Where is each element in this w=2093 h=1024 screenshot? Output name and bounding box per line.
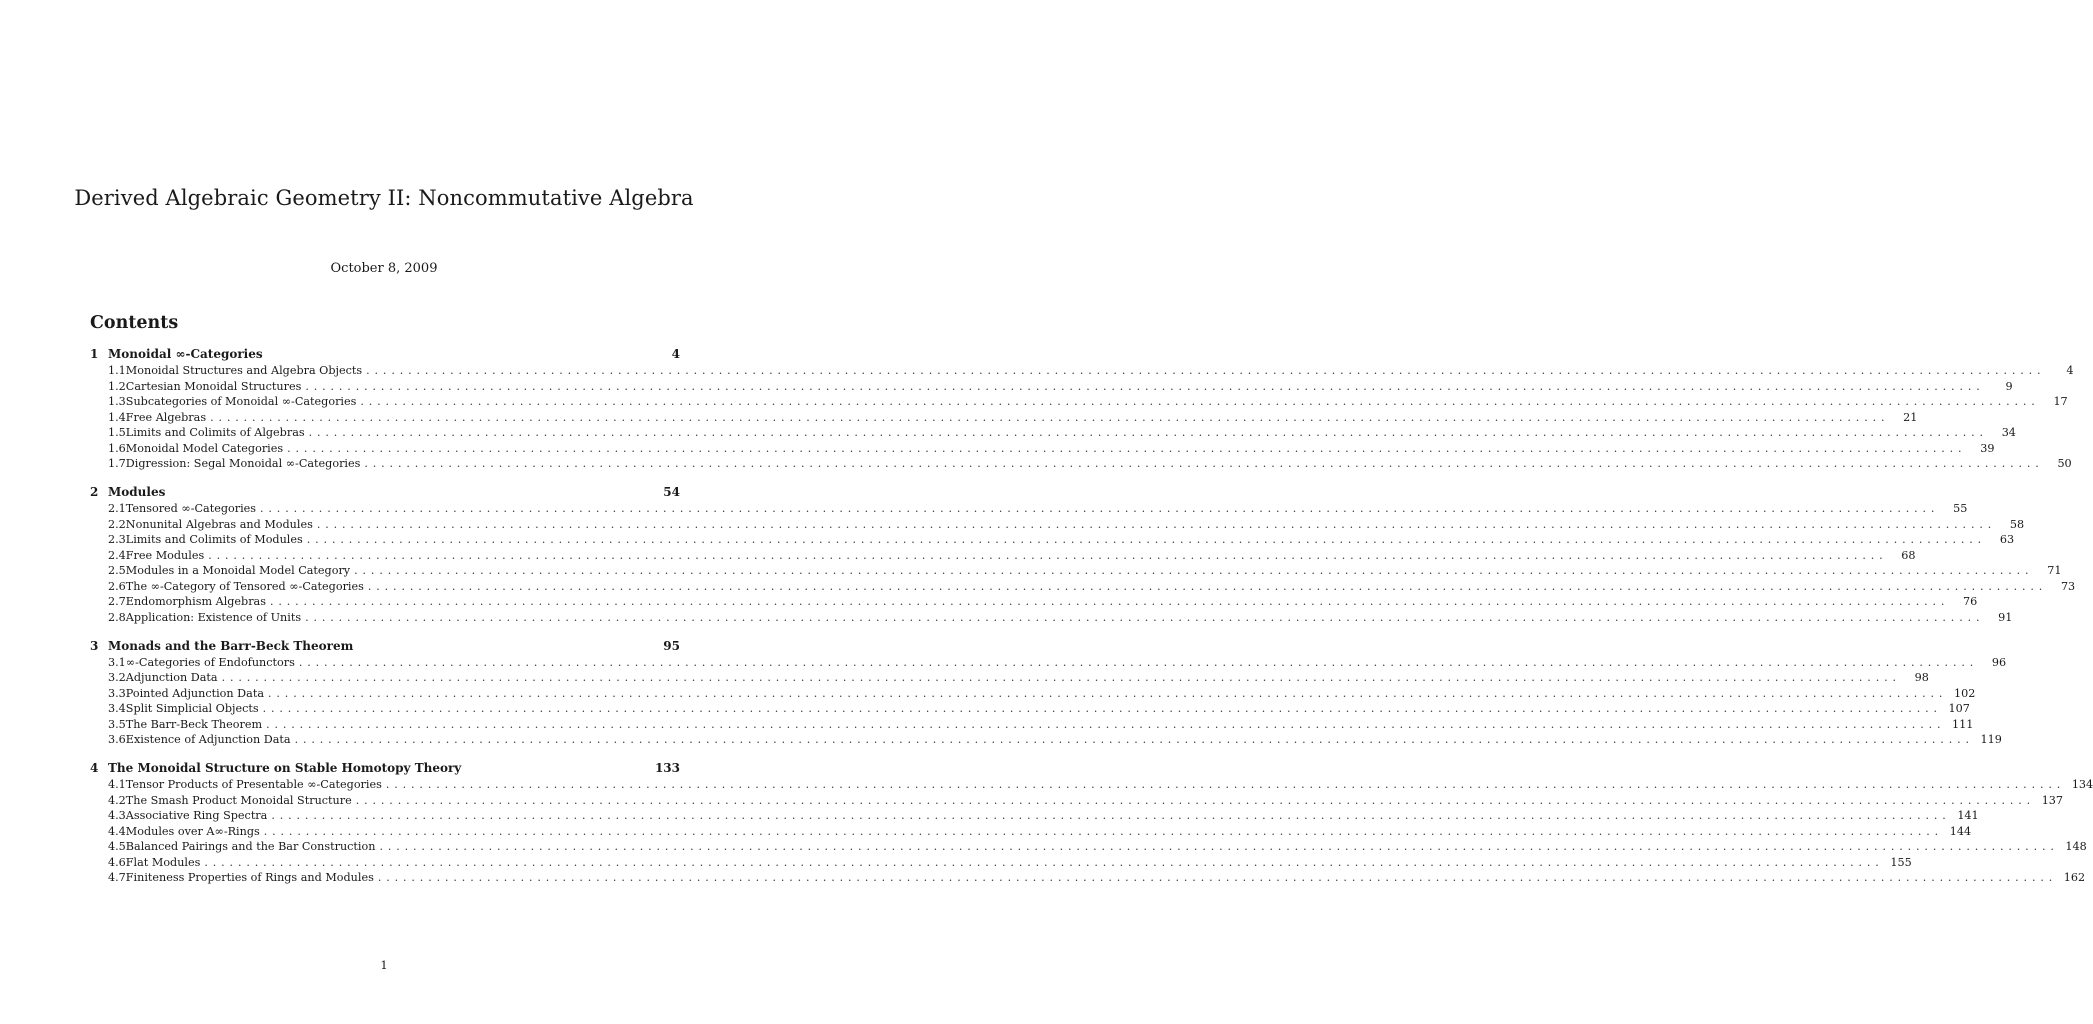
- subsection-page: 55: [1953, 502, 1968, 515]
- subsection-title: Modules over A∞-Rings: [125, 824, 260, 838]
- subsection-title: Monoidal Structures and Algebra Objects: [125, 364, 363, 377]
- section-page: 133: [654, 761, 680, 775]
- subsection-number: 3.2: [108, 671, 126, 684]
- table-of-contents: [90, 346, 2093, 898]
- toc-subsection-entry[interactable]: [90, 732, 2002, 748]
- subsection-title: Endomorphism Algebras: [125, 595, 266, 608]
- toc-subsection-entry[interactable]: [90, 610, 2013, 626]
- subsection-page: 63: [1999, 533, 2015, 546]
- toc-subsection-entry[interactable]: [90, 686, 1976, 702]
- toc-subsection-entry[interactable]: [90, 548, 1916, 564]
- dot-leader: ........................................................................................................................................................................................................: [366, 364, 2046, 377]
- toc-section-entry[interactable]: [90, 638, 680, 655]
- toc-section: [90, 638, 2007, 748]
- section-number: 1: [90, 347, 99, 361]
- subsection-page: 144: [1949, 824, 1972, 838]
- subsection-page: 9: [2005, 379, 2013, 393]
- dot-leader: ........................................................................................................................................................................................................: [268, 686, 1948, 700]
- section-number: 4: [90, 761, 99, 775]
- section-page: 54: [663, 485, 680, 499]
- dot-leader: ........................................................................................................................................................................................................: [269, 595, 1950, 608]
- subsection-title: ∞-Categories of Endofunctors: [125, 655, 295, 669]
- toc-subsection-entry[interactable]: [90, 870, 2086, 886]
- subsection-title: Monoidal Model Categories: [125, 441, 284, 455]
- subsection-title: Split Simplicial Objects: [125, 702, 259, 715]
- dot-leader: ........................................................................................................................................................................................................: [305, 379, 1985, 393]
- subsection-title: The Smash Product Monoidal Structure: [125, 793, 352, 807]
- dot-leader: ........................................................................................................................................................................................................: [210, 410, 1890, 424]
- subsection-number: 1.2: [108, 379, 126, 393]
- subsection-number: 3.5: [108, 717, 126, 731]
- subsection-title: Free Algebras: [125, 410, 207, 424]
- subsection-title: Finiteness Properties of Rings and Modules: [125, 871, 374, 884]
- dot-leader: ........................................................................................................................................................................................................: [221, 671, 1901, 684]
- contents-heading: Contents: [90, 313, 179, 333]
- subsection-title: The Barr-Beck Theorem: [125, 717, 263, 731]
- subsection-page: 91: [1998, 610, 2013, 624]
- toc-subsection-entry[interactable]: [90, 532, 2015, 548]
- toc-subsection-entry[interactable]: [90, 394, 2068, 410]
- dot-leader: ........................................................................................................................................................................................................: [385, 778, 2066, 791]
- subsection-page: 17: [2053, 395, 2068, 408]
- section-title: Monads and the Barr-Beck Theorem: [108, 638, 354, 653]
- toc-subsection-entry[interactable]: [90, 410, 1918, 426]
- toc-subsection-entry[interactable]: [90, 701, 1970, 717]
- subsection-page: 119: [1980, 733, 2002, 746]
- subsection-number: 3.4: [108, 702, 126, 715]
- subsection-number: 1.3: [108, 395, 126, 408]
- toc-section: [90, 346, 2074, 472]
- toc-subsection-entry[interactable]: [90, 670, 1929, 686]
- subsection-number: 4.5: [108, 840, 126, 853]
- dot-leader: ........................................................................................................................................................................................................: [271, 809, 1951, 822]
- toc-subsection-entry[interactable]: [90, 824, 1972, 840]
- section-title: The Monoidal Structure on Stable Homotopy Theory: [108, 761, 462, 775]
- subsection-title: Flat Modules: [125, 855, 201, 869]
- section-number: 2: [90, 485, 99, 499]
- dot-leader: ........................................................................................................................................................................................................: [355, 793, 2036, 807]
- subsection-title: Tensored ∞-Categories: [125, 502, 257, 515]
- subsection-title: Associative Ring Spectra: [125, 809, 268, 822]
- toc-subsection-entry[interactable]: [90, 808, 1979, 824]
- subsection-title: Limits and Colimits of Algebras: [125, 426, 305, 439]
- subsection-title: Subcategories of Monoidal ∞-Categories: [125, 395, 357, 408]
- dot-leader: ........................................................................................................................................................................................................: [379, 840, 2059, 853]
- dot-leader: ........................................................................................................................................................................................................: [294, 733, 1974, 746]
- subsection-page: 4: [2066, 364, 2074, 377]
- dot-leader: ........................................................................................................................................................................................................: [360, 395, 2040, 408]
- subsection-title: The ∞-Category of Tensored ∞-Categories: [125, 579, 364, 593]
- subsection-number: 2.3: [108, 533, 126, 546]
- subsection-page: 68: [1901, 548, 1916, 562]
- dot-leader: ........................................................................................................................................................................................................: [208, 548, 1888, 562]
- toc-subsection-entry[interactable]: [90, 425, 2016, 441]
- subsection-page: 134: [2071, 778, 2093, 791]
- toc-subsection-entry[interactable]: [90, 579, 2076, 595]
- toc-subsection-entry[interactable]: [90, 777, 2093, 793]
- toc-subsection-entry[interactable]: [90, 363, 2074, 379]
- subsection-number: 2.7: [108, 595, 126, 608]
- toc-subsection-entry[interactable]: [90, 456, 2072, 472]
- toc-section-entry[interactable]: [90, 760, 680, 777]
- subsection-title: Nonunital Algebras and Modules: [125, 517, 313, 531]
- subsection-page: 111: [1952, 717, 1974, 731]
- section-page: 95: [663, 638, 680, 653]
- toc-subsection-entry[interactable]: [90, 839, 2087, 855]
- dot-leader: ........................................................................................................................................................................................................: [305, 610, 1985, 624]
- subsection-number: 2.6: [108, 579, 126, 593]
- subsection-number: 2.2: [108, 517, 126, 531]
- toc-subsection-entry[interactable]: [90, 517, 2025, 533]
- toc-subsection-entry[interactable]: [90, 379, 2013, 395]
- dot-leader: ........................................................................................................................................................................................................: [263, 824, 1944, 838]
- subsection-number: 1.4: [108, 410, 126, 424]
- subsection-page: 73: [2060, 579, 2076, 593]
- document-title: Derived Algebraic Geometry II: Noncommutative Algebra: [74, 186, 694, 210]
- dot-leader: ........................................................................................................................................................................................................: [316, 517, 1997, 531]
- subsection-number: 1.1: [108, 364, 126, 377]
- toc-subsection-entry[interactable]: [90, 793, 2064, 809]
- subsection-page: 58: [2009, 517, 2025, 531]
- subsection-number: 4.1: [108, 778, 126, 791]
- subsection-title: Adjunction Data: [125, 671, 218, 684]
- subsection-number: 4.3: [108, 809, 126, 822]
- toc-section: [90, 484, 2076, 625]
- subsection-page: 102: [1953, 686, 1976, 700]
- subsection-number: 4.7: [108, 871, 126, 884]
- dot-leader: ........................................................................................................................................................................................................: [204, 855, 1884, 869]
- section-page: 4: [671, 347, 680, 361]
- subsection-page: 21: [1903, 410, 1918, 424]
- section-title: Monoidal ∞-Categories: [108, 347, 263, 361]
- dot-leader: ........................................................................................................................................................................................................: [306, 533, 1987, 546]
- toc-subsection-entry[interactable]: [90, 563, 2062, 579]
- subsection-page: 71: [2047, 564, 2062, 577]
- dot-leader: ........................................................................................................................................................................................................: [367, 579, 2048, 593]
- subsection-number: 2.5: [108, 564, 126, 577]
- subsection-number: 2.1: [108, 502, 126, 515]
- subsection-page: 34: [2001, 426, 2016, 439]
- toc-subsection-entry[interactable]: [90, 717, 1974, 733]
- toc-subsection-entry[interactable]: [90, 655, 2007, 671]
- subsection-number: 1.7: [108, 457, 126, 470]
- subsection-number: 3.3: [108, 686, 126, 700]
- subsection-title: Cartesian Monoidal Structures: [125, 379, 302, 393]
- subsection-page: 141: [1957, 809, 1979, 822]
- subsection-page: 98: [1914, 671, 1929, 684]
- toc-subsection-entry[interactable]: [90, 501, 1968, 517]
- subsection-page: 107: [1948, 702, 1970, 715]
- dot-leader: ........................................................................................................................................................................................................: [308, 426, 1988, 439]
- page-number: 1: [380, 958, 388, 972]
- subsection-page: 96: [1991, 655, 2007, 669]
- subsection-number: 3.6: [108, 733, 126, 746]
- subsection-number: 4.4: [108, 824, 126, 838]
- subsection-number: 4.6: [108, 855, 126, 869]
- subsection-title: Pointed Adjunction Data: [125, 686, 264, 700]
- subsection-title: Modules in a Monoidal Model Category: [125, 564, 351, 577]
- subsection-number: 3.1: [108, 655, 126, 669]
- subsection-title: Application: Existence of Units: [125, 610, 302, 624]
- dot-leader: ........................................................................................................................................................................................................: [287, 441, 1967, 455]
- toc-section-entry[interactable]: [90, 346, 680, 363]
- subsection-page: 76: [1963, 595, 1978, 608]
- section-number: 3: [90, 638, 99, 653]
- dot-leader: ........................................................................................................................................................................................................: [298, 655, 1979, 669]
- subsection-title: Balanced Pairings and the Bar Construction: [125, 840, 376, 853]
- subsection-page: 137: [2041, 793, 2064, 807]
- dot-leader: ........................................................................................................................................................................................................: [377, 871, 2058, 884]
- subsection-number: 2.8: [108, 610, 126, 624]
- subsection-number: 1.6: [108, 441, 126, 455]
- subsection-page: 148: [2065, 840, 2087, 853]
- section-title: Modules: [108, 485, 166, 499]
- subsection-title: Tensor Products of Presentable ∞-Categories: [125, 778, 382, 791]
- subsection-title: Digression: Segal Monoidal ∞-Categories: [125, 457, 361, 470]
- dot-leader: ........................................................................................................................................................................................................: [262, 702, 1942, 715]
- dot-leader: ........................................................................................................................................................................................................: [364, 457, 2044, 470]
- subsection-page: 155: [1890, 855, 1912, 869]
- subsection-title: Existence of Adjunction Data: [125, 733, 291, 746]
- subsection-page: 50: [2057, 457, 2072, 470]
- dot-leader: ........................................................................................................................................................................................................: [354, 564, 2034, 577]
- subsection-title: Limits and Colimits of Modules: [125, 533, 303, 546]
- subsection-page: 162: [2063, 871, 2086, 884]
- subsection-number: 1.5: [108, 426, 126, 439]
- toc-subsection-entry[interactable]: [90, 855, 1912, 871]
- document-date: October 8, 2009: [330, 261, 438, 276]
- subsection-title: Free Modules: [125, 548, 205, 562]
- subsection-page: 39: [1980, 441, 1995, 455]
- dot-leader: ........................................................................................................................................................................................................: [260, 502, 1940, 515]
- toc-section-entry[interactable]: [90, 484, 680, 501]
- toc-subsection-entry[interactable]: [90, 441, 1995, 457]
- toc-subsection-entry[interactable]: [90, 594, 1978, 610]
- subsection-number: 2.4: [108, 548, 126, 562]
- dot-leader: ........................................................................................................................................................................................................: [266, 717, 1946, 731]
- subsection-number: 4.2: [108, 793, 126, 807]
- toc-section: [90, 760, 2093, 886]
